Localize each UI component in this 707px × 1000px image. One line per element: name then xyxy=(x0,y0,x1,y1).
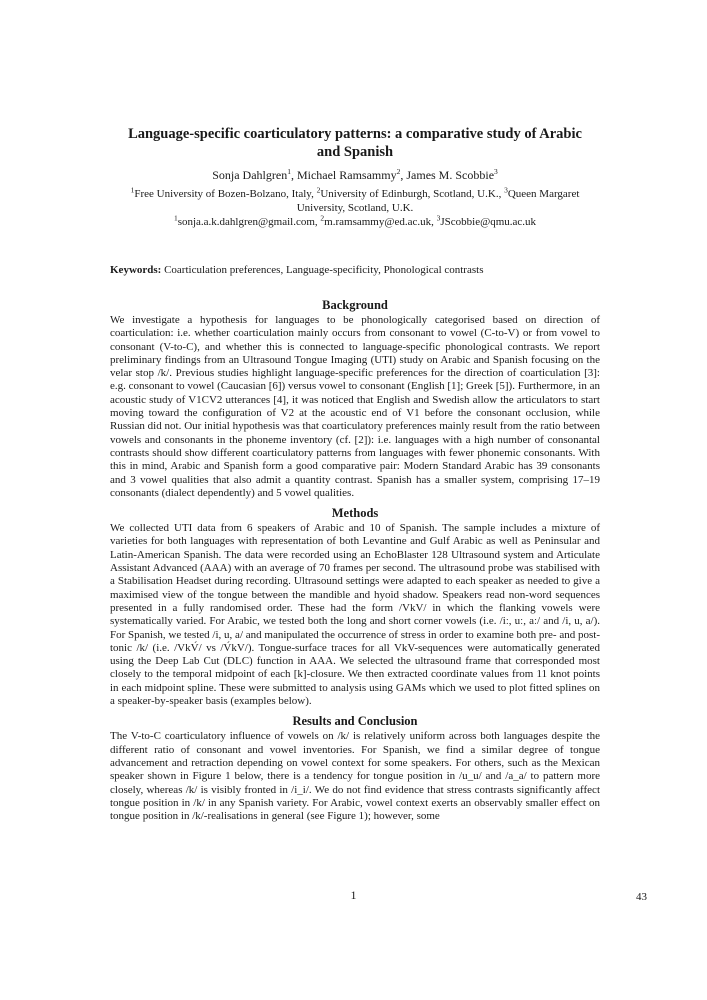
section-heading-background: Background xyxy=(322,298,388,312)
keywords-label: Keywords: xyxy=(110,264,162,276)
email-mark: 2 xyxy=(320,213,325,223)
section-body-methods: We collected UTI data from 6 speakers of Arabic and 10 of Spanish. The sample includes a mixture of varieties for both languages with representation of both Levantine and Gulf Arabic as well as Peninsular and Latin-American Spanish. The data were recorded using an EchoBlaster 128 Ultrasound system and Articulate Assistant Advanced (AAA) with an average of 70 frames per second. The ultrasound probe was stabilised with a Stabilisation Headset during recording. Ultrasound settings were adapted to each speaker as needed to give a maximised view of the tongue between the mandible and hyoid shadow. Speakers read non-word sequences presented in a fully randomised order. These had the form /VkV/ in which the flanking vowels were systematically varied. For Arabic, we tested both the long and short corner vowels (i.e. /iː, uː, aː/ and /i, u, a/). For Spanish, we tested /i, u, a/ and manipulated the occurrence of stress in order to examine both pre- and post-tonic /k/ (i.e. /VkV́/ vs /V́kV/). Tongue-surface traces for all VkV-sequences were automatically generated using the Deep Lab Cut (DLC) function in AAA. We selected the ultrasound frame that corresponded most closely to the temporal midpoint of each [k]-closure. We then extracted coordinate values from 11 knot points in each midpoint spline. These were submitted to analysis using GAMs which we used to plot fitted splines on a speaker-by-speaker basis (examples below). xyxy=(110,522,600,708)
affiliation-text: University of Edinburgh, Scotland, U.K., xyxy=(320,188,505,200)
affiliation-text: Queen Margaret University, Scotland, U.K. xyxy=(296,188,580,214)
author-emails xyxy=(110,215,600,229)
affiliation-mark: 3 xyxy=(504,185,508,195)
author-affiliation-mark: 2 xyxy=(396,167,401,176)
section-heading-methods: Methods xyxy=(331,506,379,521)
author-separator: , xyxy=(400,168,407,182)
author-separator: , xyxy=(290,168,297,182)
author-list xyxy=(110,168,600,183)
affiliation-mark: 2 xyxy=(316,185,321,195)
paper-page xyxy=(110,125,600,823)
proceedings-page-number: 43 xyxy=(636,891,647,903)
keywords xyxy=(110,263,600,277)
title-line-1: Language-specific coarticulatory patterns: a comparative study of Arabic xyxy=(128,126,582,142)
email-link[interactable]: sonja.a.k.dahlgren@gmail.com, xyxy=(177,216,321,228)
paper-title xyxy=(110,125,600,161)
author-name: Michael Ramsammy xyxy=(296,168,397,182)
section-body-results: The V-to-C coarticulatory influence of vowels on /k/ is relatively uniform across both languages despite the different ratio of consonant and vowel inventories. For Spanish, we find a similar degree of tongue advancement and retraction depending on vowel context for some speakers. For others, such as the Mexican speaker shown in Figure 1 below, there is a tendency for tongue position in /u_u/ and /a_a/ to pattern more closely, whereas /k/ is visibly fronted in /i_i/. We do not find evidence that stress contrasts significantly affect tongue position in /k/ in any Spanish variety. For Arabic, vowel context exerts an observably smaller effect on tongue position in /k/-realisations in general (see Figure 1); however, some xyxy=(110,730,600,823)
title-line-2: and Spanish xyxy=(316,144,394,160)
email-mark: 1 xyxy=(173,213,178,223)
author-name: Sonja Dahlgren xyxy=(212,168,288,182)
email-link[interactable]: JScobbie@qmu.ac.uk xyxy=(440,216,537,228)
section-body-background: We investigate a hypothesis for languages to be phonologically categorised based on direction of coarticulation: i.e. whether coarticulation mainly occurs from consonant to vowel (C-to-V) or from vowel to consonant (V-to-C), and whether this is connected to language-specific phonological contrasts. We report preliminary findings from an Ultrasound Tongue Imaging (UTI) study on Arabic and Spanish focusing on the velar stop /k/. Previous studies highlight language-specific preferences for the direction of coarticulation [3]: e.g. consonant to vowel (Caucasian [6]) versus vowel to consonant (English [1]; Greek [5]). Furthermore, in an acoustic study of V1CV2 utterances [4], it was noticed that English and Swedish allow the articulators to start moving toward the configuration of V2 at the acoustic end of V1 before the consonant occlusion, while Russian did not. Our initial hypothesis was that coarticulatory preferences mainly result from the ratio between vowels and consonants in the phoneme inventory (cf. [2]): i.e. languages with a high number of consonantal contrasts should show different coarticulatory patterns from languages with fewer phonemic consonants. With this in mind, Arabic and Spanish form a good comparative pair: Modern Standard Arabic has 39 consonants and 3 vowel qualities that also admit a quantity contrast. Spanish has a smaller system, comprising 17–19 consonants (dialect dependently) and 5 vowel qualities. xyxy=(110,314,600,499)
email-mark: 3 xyxy=(436,213,441,223)
page-number: 1 xyxy=(350,888,357,902)
author-affiliation-mark: 1 xyxy=(287,167,291,176)
keywords-text: Coarticulation preferences, Language-specificity, Phonological contrasts xyxy=(161,264,484,276)
affiliation-mark: 1 xyxy=(130,185,135,195)
author-affiliation-mark: 3 xyxy=(494,167,498,176)
section-heading-results: Results and Conclusion xyxy=(292,714,418,729)
affiliations xyxy=(110,187,600,215)
affiliation-text: Free University of Bozen-Bolzano, Italy, xyxy=(134,188,317,200)
email-link[interactable]: m.ramsammy@ed.ac.uk, xyxy=(324,216,437,228)
author-name: James M. Scobbie xyxy=(406,168,495,182)
